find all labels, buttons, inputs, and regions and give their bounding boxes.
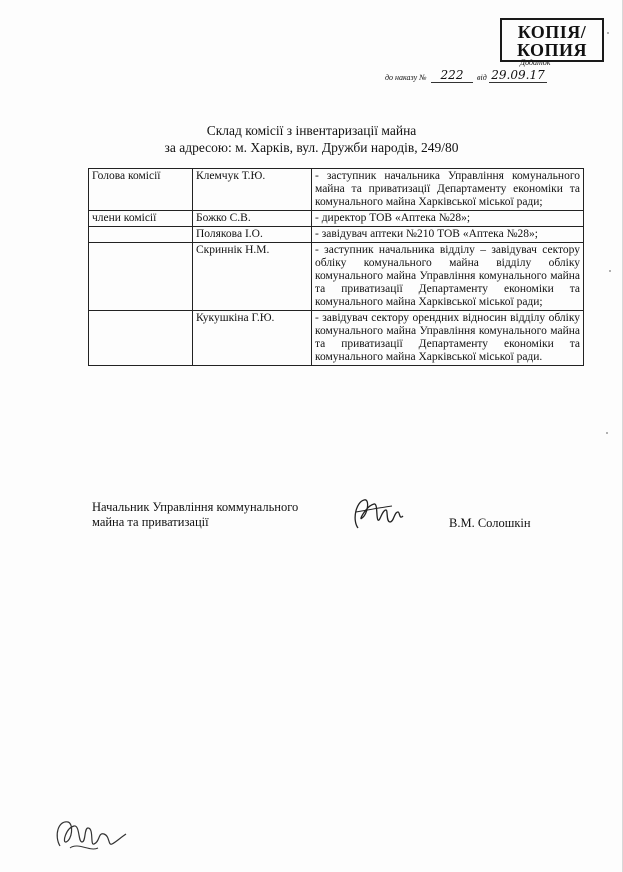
- name-cell: Божко С.В.: [193, 211, 312, 227]
- initials-signature-image: [50, 812, 130, 856]
- scan-speck: [606, 432, 608, 434]
- signer-name: В.М. Солошкін: [449, 516, 531, 530]
- committee-table: [88, 168, 584, 366]
- name-cell: Полякова І.О.: [193, 227, 312, 243]
- position-cell: - заступник начальника відділу – завідувач сектору обліку комунального майна відділу обліку комунального майна Управління комунального майна та приватизації Департаменту економіки та комунального майна Харківської міської ради;: [312, 243, 584, 311]
- role-cell: [89, 243, 193, 311]
- order-date-prefix: від: [477, 73, 487, 82]
- role-cell: Голова комісії: [89, 169, 193, 211]
- name-cell: Скриннік Н.М.: [193, 243, 312, 311]
- title-line-1: Склад комісії з інвентаризації майна: [206, 123, 417, 138]
- appendix-label: Додаток: [520, 58, 551, 67]
- role-cell: [89, 227, 193, 243]
- position-cell: - завідувач аптеки №210 ТОВ «Аптека №28»;: [312, 227, 584, 243]
- order-date: 29.09.17: [489, 68, 547, 83]
- document-title: [0, 122, 623, 156]
- position-cell: - завідувач сектору орендних відносин відділу обліку комунального майна Управління комунального майна та приватизації Департаменту економіки та комунального майна Харківської міської ради.: [312, 311, 584, 366]
- position-cell: - директор ТОВ «Аптека №28»;: [312, 211, 584, 227]
- signer-position-line-1: Начальник Управління коммунального: [92, 500, 299, 514]
- table-row: [89, 211, 584, 227]
- scan-speck: [609, 270, 611, 272]
- signer-position: [92, 500, 298, 530]
- table-row: [89, 169, 584, 211]
- copy-stamp: [500, 18, 604, 62]
- signer-position-line-2: майна та приватизації: [92, 515, 209, 529]
- table-row: [89, 311, 584, 366]
- scan-speck: [607, 32, 609, 34]
- table-row: [89, 227, 584, 243]
- title-line-2: за адресою: м. Харків, вул. Дружби народів, 249/80: [164, 140, 459, 155]
- name-cell: Клемчук Т.Ю.: [193, 169, 312, 211]
- stamp-line-2: КОПИЯ: [516, 40, 588, 60]
- name-cell: Кукушкіна Г.Ю.: [193, 311, 312, 366]
- order-prefix: до наказу №: [385, 73, 427, 82]
- position-cell: - заступник начальника Управління комунального майна та приватизації Департаменту економіки та комунального майна Харківської міської ради;: [312, 169, 584, 211]
- order-reference: [385, 68, 565, 84]
- signature-image: [348, 492, 408, 536]
- role-cell: члени комісії: [89, 211, 193, 227]
- stamp-line-1: КОПІЯ/: [517, 22, 587, 42]
- table-row: [89, 243, 584, 311]
- order-number: 222: [431, 68, 473, 83]
- role-cell: [89, 311, 193, 366]
